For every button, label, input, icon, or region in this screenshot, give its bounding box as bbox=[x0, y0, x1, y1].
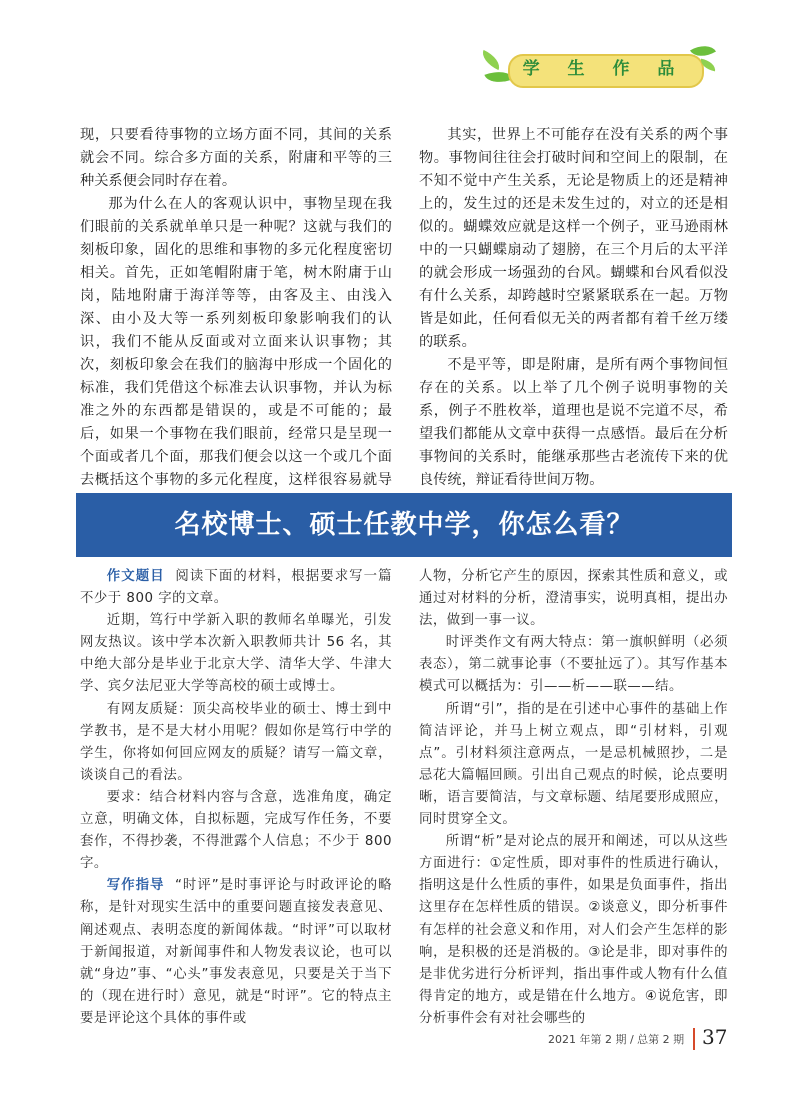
banner-title: 名校博士、硕士任教中学，你怎么看？ bbox=[174, 510, 634, 540]
paragraph: 要求：结合材料内容与含意，选准角度，确定立意，明确文体，自拟标题，完成写作任务，不要套作，不得抄袭，不得泄露个人信息；不少于 800 字。 bbox=[80, 789, 392, 872]
writing-label: 写作指导 bbox=[106, 878, 165, 894]
topic-paragraph bbox=[80, 566, 392, 610]
paragraph: 不是平等，即是附庸，是所有两个事物间恒存在的关系。以上举了几个例子说明事物的关系，例子不胜枚举，道理也是说不完道不尽，希望我们都能从文章中获得一点感悟。最后在分析事物间的关系时，能继承那些古老流传下来的优良传统，辩证看待世间万物。 bbox=[419, 357, 728, 488]
writing-text: “时评”是时事评论与时政评论的略称，是针对现实生活中的重要问题直接发表意见、阐述观点、表明态度的新闻体裁。“时评”可以取材于新闻报道，对新闻事件和人物发表议论，也可以就“身边”事、“心头”事发表意见，只要是关于当下的（现在进行时）意见，就是“时评”。它的特点主要是评论这个具体的事件或 bbox=[80, 878, 393, 1026]
topic-banner bbox=[76, 493, 732, 557]
guide-column-right bbox=[419, 566, 728, 1030]
page-number: 37 bbox=[702, 1025, 728, 1049]
writing-paragraph bbox=[80, 875, 392, 1030]
paragraph: 有网友质疑：顶尖高校毕业的硕士、博士到中学教书，是不是大材小用呢？假如你是笃行中学的学生，你将如何回应网友的质疑？请写一篇文章，谈谈自己的看法。 bbox=[80, 701, 392, 783]
leaf-icon bbox=[478, 50, 503, 70]
topic-label: 作文题目 bbox=[106, 569, 165, 584]
paragraph: 人物，分析它产生的原因，探索其性质和意义，或通过对材料的分析，澄清事实，说明真相，提出办法，做到一事一议。 bbox=[419, 569, 728, 629]
paragraph: 所谓“析”是对论点的展开和阐述，可以从这些方面进行：①定性质，即对事件的性质进行确认，指明这是什么性质的事件，如果是负面事件，指出这里存在怎样性质的错误。②谈意义，即分析事件有怎样的社会意义和作用，对人们会产生怎样的影响，是积极的还是消极的。③论是非，即对事件的是非优劣进行分析评判，指出事件或人物有什么值得肯定的地方，或是错在什么地方。④说危害，即分析事件会有对社会哪些的 bbox=[419, 834, 728, 1026]
paragraph: 近期，笃行中学新入职的教师名单曝光，引发网友热议。该中学本次新入职教师共计 56 名，其中绝大部分是毕业于北京大学、清华大学、牛津大学、宾夕法尼亚大学等高校的硕士或博士。 bbox=[80, 613, 392, 695]
footer-divider bbox=[693, 1028, 695, 1050]
paragraph: 那为什么在人的客观认识中，事物呈现在我们眼前的关系就单单只是一种呢？这就与我们的刻板印象，固化的思维和事物的多元化程度密切相关。首先，正如笔帽附庸于笔，树木附庸于山岗，陆地附庸于海洋等等，由客及主、由浅入深、由小及大等一系列刻板印象影响我们的认识，我们不能从反面或对立面来认识事物；其次，刻板印象会在我们的脑海中形成一个固化的标准，我们凭借这个标准去认识事物，并认为标准之外的东西都是错误的，或是不可能的；最后，如果一个事物在我们眼前，经常只是呈现一个面或者几个面，那我们便会以这一个或几个面去概括这个事物的多元化程度，这样很容易就导 bbox=[80, 196, 392, 488]
guide-column-left bbox=[80, 566, 392, 1030]
paragraph: 所谓“引”，指的是在引述中心事件的基础上作简洁评论，并马上树立观点，即“引材料，引观点”。引材料须注意两点，一是忌机械照抄，二是忌花大篇幅回顾。引出自己观点的时候，论点要明晰，语言要简洁，与文章标题、结尾要形成照应，同时贯穿全文。 bbox=[419, 701, 728, 828]
section-badge bbox=[478, 40, 718, 102]
paragraph: 其实，世界上不可能存在没有关系的两个事物。事物间往往会打破时间和空间上的限制，在不知不觉中产生关系，无论是物质上的还是精神上的，发生过的还是未发生过的，对立的还是相似的。蝴蝶效应就是这样一个例子，亚马逊雨林中的一只蝴蝶扇动了翅膀，在三个月后的太平洋的就会形成一场强劲的台风。蝴蝶和台风看似没有什么关系，却跨越时空紧紧联系在一起。万物皆是如此，任何看似无关的两者都有着千丝万缕的联系。 bbox=[419, 127, 728, 350]
section-label: 学 生 作 品 bbox=[522, 59, 686, 79]
topic-text: 阅读下面的材料，根据要求写一篇不少于 800 字的文章。 bbox=[80, 569, 393, 607]
issue-info: 2021 年第 2 期 / 总第 2 期 bbox=[548, 1033, 685, 1046]
paragraph: 时评类作文有两大特点：第一旗帜鲜明（必须表态），第二就事论事（不要扯远了）。其写作基本模式可以概括为：引——析——联——结。 bbox=[419, 635, 728, 695]
essay-column-left bbox=[80, 124, 392, 515]
essay-column-right bbox=[419, 124, 728, 492]
paragraph: 现，只要看待事物的立场方面不同，其间的关系就会不同。综合多方面的关系，附庸和平等的三种关系便会同时存在着。 bbox=[80, 127, 392, 189]
